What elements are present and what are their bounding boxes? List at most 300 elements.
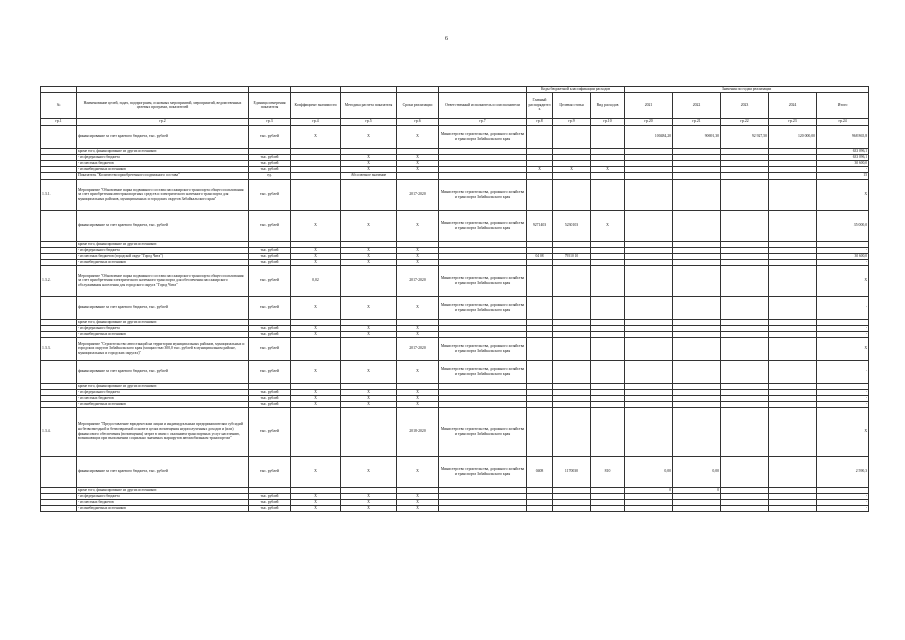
table-cell: -	[817, 493, 869, 499]
table-cell: X	[397, 296, 439, 319]
table-cell: тыс. рублей	[249, 160, 291, 166]
table-cell: 633 096,1	[817, 154, 869, 160]
column-number: гр.9	[553, 118, 591, 125]
table-cell: X	[291, 125, 341, 148]
table-cell: X	[397, 360, 439, 383]
table-cell: 5230103	[553, 210, 591, 241]
table-cell	[553, 265, 591, 296]
table-cell: X	[817, 179, 869, 210]
table-cell: Мероприятие "Обновление парка подвижного состава пассажирского транспорта общего пользования за счет приобретения электрического наземного транспорта для обеспечения пассажирского обслуживания населения для городского округа "Город Чита"	[77, 265, 249, 296]
table-cell: X	[591, 210, 625, 241]
table-cell	[721, 265, 769, 296]
table-cell: -	[817, 166, 869, 172]
table-cell: финансирование за счет краевого бюджета, тыс. рублей	[77, 296, 249, 319]
table-row	[41, 296, 869, 319]
table-cell: X	[341, 259, 397, 265]
table-cell: 0408	[527, 456, 553, 487]
table-cell: 30 600,0	[817, 253, 869, 259]
table-cell: 35 000,0	[817, 210, 869, 241]
table-cell: - из местных бюджетов	[77, 395, 249, 401]
column-number: гр.1	[41, 118, 77, 125]
table-cell: - из внебюджетных источников	[77, 331, 249, 337]
table-cell: X	[397, 253, 439, 259]
table-cell: X	[397, 499, 439, 505]
table-cell: X	[527, 166, 553, 172]
table-cell	[591, 360, 625, 383]
table-cell: X	[291, 395, 341, 401]
table-cell: кроме того, финансирование из других источников:	[77, 148, 249, 154]
table-cell	[553, 172, 591, 179]
table-cell: X	[397, 395, 439, 401]
table-cell	[439, 172, 527, 179]
table-cell: 0,02	[291, 265, 341, 296]
table-cell: тыс. рублей	[249, 505, 291, 511]
column-header: Главный распорядитель	[527, 92, 553, 118]
table-cell	[673, 265, 721, 296]
table-cell: тыс. рублей	[249, 360, 291, 383]
table-cell	[397, 172, 439, 179]
table-row	[41, 265, 869, 296]
table-cell	[673, 296, 721, 319]
column-header: 2023	[721, 92, 769, 118]
table-cell: -	[817, 331, 869, 337]
table-cell	[769, 407, 817, 456]
table-cell: тыс. рублей	[249, 499, 291, 505]
table-cell: 810	[591, 456, 625, 487]
table-cell: X	[397, 166, 439, 172]
header-group-years: Значения по годам реализации	[625, 87, 869, 93]
table-cell: 1.3.4.	[41, 407, 77, 456]
table-cell	[591, 296, 625, 319]
table-cell	[625, 265, 673, 296]
table-cell: Показатель "Количество приобретенного подвижного состава"	[77, 172, 249, 179]
table-cell	[721, 296, 769, 319]
table-cell: 92 927,50	[721, 125, 769, 148]
table-cell	[625, 296, 673, 319]
table-cell: 79510 10	[553, 253, 591, 259]
table-cell: X	[291, 456, 341, 487]
table-row	[41, 172, 869, 179]
table-row	[41, 360, 869, 383]
table-cell: X	[397, 259, 439, 265]
table-cell	[41, 125, 77, 148]
table-cell	[625, 407, 673, 456]
table-cell: X	[291, 296, 341, 319]
table-cell: X	[397, 154, 439, 160]
table-cell	[439, 505, 527, 511]
table-cell: финансирование за счет краевого бюджета, тыс. рублей	[77, 125, 249, 148]
table-cell: 2018-2020	[397, 407, 439, 456]
table-cell: X	[341, 253, 397, 259]
table-cell: - из внебюджетных источников	[77, 166, 249, 172]
table-cell: 90691,30	[673, 125, 721, 148]
table-cell: - из федерального бюджета	[77, 389, 249, 395]
table-cell: X	[397, 210, 439, 241]
column-number: гр.22	[721, 118, 769, 125]
table-cell	[41, 505, 77, 511]
table-cell: X	[341, 401, 397, 407]
table-cell: X	[291, 505, 341, 511]
table-cell: - из внебюджетных источников	[77, 259, 249, 265]
table-cell	[769, 179, 817, 210]
table-cell: - из местных бюджетов (городской округ "Город Чита")	[77, 253, 249, 259]
table-cell	[291, 179, 341, 210]
column-number: гр.4	[291, 118, 341, 125]
table-cell: X	[341, 331, 397, 337]
table-cell: X	[291, 210, 341, 241]
column-number: гр.5	[341, 118, 397, 125]
table-cell: Мероприятие "Строительство автостанций на территории муниципальных районов, муниципальных и городских округов Забайкальского края (мощностью 300,0 тыс. рублей в муниципальном районе, муниципальных и городских округах)"	[77, 337, 249, 360]
table-cell	[527, 265, 553, 296]
table-cell: - из местных бюджетов	[77, 499, 249, 505]
table-cell: 15	[817, 172, 869, 179]
table-cell: 30 600,0	[817, 160, 869, 166]
table-cell: - из федерального бюджета	[77, 247, 249, 253]
table-cell: X	[397, 331, 439, 337]
table-cell: X	[341, 395, 397, 401]
table-cell: тыс. рублей	[249, 166, 291, 172]
table-cell	[41, 210, 77, 241]
table-cell: Министерство строительства, дорожного хозяйства и транспорта Забайкальского края	[439, 179, 527, 210]
table-cell	[591, 337, 625, 360]
column-header: Коэффициент значимости	[291, 92, 341, 118]
table-cell: X	[553, 166, 591, 172]
table-cell: X	[397, 505, 439, 511]
table-cell	[673, 210, 721, 241]
table-cell: -	[817, 360, 869, 383]
table-cell: кроме того, финансирование из других источников:	[77, 319, 249, 325]
table-cell: -	[817, 389, 869, 395]
table-cell: X	[397, 247, 439, 253]
column-number: гр.23	[769, 118, 817, 125]
table-cell: Министерство строительства, дорожного хозяйства и транспорта Забайкальского края	[439, 407, 527, 456]
table-cell	[673, 337, 721, 360]
table-cell	[721, 172, 769, 179]
table-cell: тыс. рублей	[249, 389, 291, 395]
table-cell: 1.3.1.	[41, 179, 77, 210]
table-cell: X	[397, 389, 439, 395]
table-row	[41, 407, 869, 456]
column-header: Целевая статья	[553, 92, 591, 118]
table-cell	[591, 179, 625, 210]
table-row	[41, 210, 869, 241]
table-cell: тыс. рублей	[249, 456, 291, 487]
table-cell: X	[341, 154, 397, 160]
column-header: 2024	[769, 92, 817, 118]
table-cell: 0,00	[673, 456, 721, 487]
table-cell	[769, 210, 817, 241]
table-cell	[291, 407, 341, 456]
table-cell: X	[591, 166, 625, 172]
table-cell: X	[291, 247, 341, 253]
table-cell	[721, 337, 769, 360]
table-cell: X	[291, 499, 341, 505]
table-cell	[553, 407, 591, 456]
table-cell: Министерство строительства, дорожного хозяйства и транспорта Забайкальского края	[439, 210, 527, 241]
column-header: №	[41, 92, 77, 118]
column-header: Ответственный исполнитель и соисполнители	[439, 92, 527, 118]
table-cell	[527, 296, 553, 319]
table-cell: X	[397, 456, 439, 487]
table-cell	[591, 265, 625, 296]
table-cell: X	[341, 360, 397, 383]
program-table	[40, 86, 869, 512]
table-cell: ед.	[249, 172, 291, 179]
table-cell: Министерство строительства, дорожного хозяйства и транспорта Забайкальского края	[439, 296, 527, 319]
table-cell	[625, 179, 673, 210]
table-cell: тыс. рублей	[249, 253, 291, 259]
column-number: гр.2	[77, 118, 249, 125]
column-header: 2021	[625, 92, 673, 118]
table-cell	[527, 407, 553, 456]
table-cell: -	[817, 499, 869, 505]
table-row	[41, 179, 869, 210]
table-cell: X	[817, 407, 869, 456]
page-number: 6	[445, 36, 448, 42]
table-cell	[769, 360, 817, 383]
table-cell: 633 096,1	[817, 148, 869, 154]
table-cell	[721, 407, 769, 456]
table-cell: тыс. рублей	[249, 337, 291, 360]
table-cell	[291, 337, 341, 360]
table-cell: тыс. рублей	[249, 493, 291, 499]
table-cell: X	[291, 253, 341, 259]
table-cell	[41, 172, 77, 179]
table-cell: X	[341, 125, 397, 148]
table-cell: -	[817, 325, 869, 331]
column-header: 2022	[673, 92, 721, 118]
table-cell	[527, 360, 553, 383]
table-cell: X	[341, 325, 397, 331]
table-cell	[769, 172, 817, 179]
table-cell: 0,00	[625, 456, 673, 487]
table-cell: Министерство строительства, дорожного хозяйства и транспорта Забайкальского края	[439, 456, 527, 487]
table-cell: X	[341, 166, 397, 172]
table-cell	[553, 296, 591, 319]
column-header: Методика расчета показателя	[341, 92, 397, 118]
column-number: гр.6	[397, 118, 439, 125]
table-cell	[41, 360, 77, 383]
table-cell: тыс. рублей	[249, 325, 291, 331]
table-cell: 1.3.2.	[41, 265, 77, 296]
table-cell	[553, 360, 591, 383]
table-cell: - из внебюджетных источников	[77, 401, 249, 407]
column-number: гр.7	[439, 118, 527, 125]
table-cell	[591, 505, 625, 511]
table-cell	[527, 125, 553, 148]
table-cell	[721, 179, 769, 210]
table-cell: - из местных бюджетов	[77, 160, 249, 166]
table-cell: 120 000,00	[769, 125, 817, 148]
table-cell: - из федерального бюджета	[77, 154, 249, 160]
table-cell: 100484,20	[625, 125, 673, 148]
table-cell: X	[341, 296, 397, 319]
table-cell: X	[341, 493, 397, 499]
table-cell	[721, 360, 769, 383]
table-cell	[553, 337, 591, 360]
table-cell: тыс. рублей	[249, 407, 291, 456]
table-cell: X	[291, 493, 341, 499]
table-cell	[527, 179, 553, 210]
table-cell	[625, 360, 673, 383]
column-number: гр.20	[625, 118, 673, 125]
table-cell	[625, 172, 673, 179]
table-cell	[625, 210, 673, 241]
table-cell: X	[341, 160, 397, 166]
table-cell	[341, 407, 397, 456]
table-cell	[527, 505, 553, 511]
table-cell: тыс. рублей	[249, 265, 291, 296]
column-number-row	[41, 118, 869, 125]
table-cell: - из внебюджетных источников	[77, 505, 249, 511]
table-cell: X	[291, 401, 341, 407]
table-cell: X	[341, 210, 397, 241]
table-cell: Министерство строительства, дорожного хозяйства и транспорта Забайкальского края	[439, 265, 527, 296]
table-cell: кроме того, финансирование из других источников:	[77, 487, 249, 493]
table-cell	[769, 337, 817, 360]
table-cell	[673, 505, 721, 511]
table-cell: 0	[625, 487, 673, 493]
table-cell: X	[397, 401, 439, 407]
table-cell	[769, 296, 817, 319]
table-cell: тыс. рублей	[249, 125, 291, 148]
table-cell: Мероприятие "Обновление парка подвижного состава пассажирского транспорта общего пользования за счет приобретения автотранспортных средств и электрического наземного транспорта для муниципальных районов, муниципальных и городских округов Забайкальского края"	[77, 179, 249, 210]
table-cell: Министерство строительства, дорожного хозяйства и транспорта Забайкальского края	[439, 360, 527, 383]
table-cell: X	[341, 505, 397, 511]
table-cell: -	[817, 259, 869, 265]
table-cell: тыс. рублей	[249, 296, 291, 319]
table-cell	[769, 456, 817, 487]
table-cell: X	[291, 389, 341, 395]
table-cell: финансирование за счет краевого бюджета, тыс. рублей	[77, 210, 249, 241]
table-cell: Абсолютное значение	[341, 172, 397, 179]
table-cell: -	[817, 401, 869, 407]
table-cell: Министерство строительства, дорожного хозяйства и транспорта Забайкальского края	[439, 125, 527, 148]
table-cell: 0	[673, 487, 721, 493]
header-row	[41, 92, 869, 118]
column-number: гр.10	[591, 118, 625, 125]
table-cell	[553, 505, 591, 511]
table-cell	[591, 125, 625, 148]
table-cell: финансирование за счет краевого бюджета, тыс. рублей	[77, 456, 249, 487]
table-cell	[553, 125, 591, 148]
table-cell: -	[817, 247, 869, 253]
table-cell	[673, 179, 721, 210]
table-cell: тыс. рублей	[249, 259, 291, 265]
table-cell: -	[817, 296, 869, 319]
table-cell	[341, 337, 397, 360]
table-cell: 2017-2020	[397, 179, 439, 210]
column-header: Сроки реализации	[397, 92, 439, 118]
table-cell	[527, 172, 553, 179]
table-cell: X	[341, 247, 397, 253]
table-cell: X	[291, 259, 341, 265]
table-cell: Мероприятие "Предоставление юридическим лицам и индивидуальным предпринимателям субсидий на безвозмездной и безвозвратной основе в целях возмещения недополученных доходов и (или) финансового обеспечения (возмещения) затрат в связи с оказанием транспортных услуг населению, возникающих при выполнении социально значимых маршрутов автомобильным транспортом"	[77, 407, 249, 456]
table-cell: тыс. рублей	[249, 331, 291, 337]
table-cell: X	[291, 331, 341, 337]
table-cell	[673, 407, 721, 456]
table-cell	[625, 337, 673, 360]
table-cell: X	[397, 160, 439, 166]
table-cell	[591, 172, 625, 179]
table-cell	[673, 360, 721, 383]
table-cell: X	[397, 125, 439, 148]
table-cell: X	[397, 493, 439, 499]
table-cell: 1170030	[553, 456, 591, 487]
table-cell: 1.3.3.	[41, 337, 77, 360]
table-cell: - из федерального бюджета	[77, 493, 249, 499]
table-cell	[721, 505, 769, 511]
table-cell: 2 590,3	[817, 456, 869, 487]
table-row	[41, 125, 869, 148]
table-cell: кроме того, финансирование из других источников:	[77, 241, 249, 247]
table-row	[41, 337, 869, 360]
table-cell: X	[397, 325, 439, 331]
table-cell	[673, 172, 721, 179]
table-cell: тыс. рублей	[249, 395, 291, 401]
table-cell	[41, 296, 77, 319]
column-number: гр.3	[249, 118, 291, 125]
table-cell: 2017-2020	[397, 337, 439, 360]
table-cell	[769, 505, 817, 511]
table-cell: X	[817, 337, 869, 360]
table-cell	[291, 172, 341, 179]
table-cell: тыс. рублей	[249, 179, 291, 210]
table-cell: -	[817, 395, 869, 401]
table-cell: X	[817, 265, 869, 296]
table-cell	[527, 337, 553, 360]
table-row	[41, 505, 869, 511]
table-cell: 04 08	[527, 253, 553, 259]
column-header: Вид расходов	[591, 92, 625, 118]
table-cell	[341, 265, 397, 296]
table-cell: финансирование за счет краевого бюджета, тыс. рублей	[77, 360, 249, 383]
table-cell	[625, 505, 673, 511]
table-cell	[41, 456, 77, 487]
table-cell	[591, 407, 625, 456]
table-cell: - из федерального бюджета	[77, 325, 249, 331]
column-number: гр.24	[817, 118, 869, 125]
table-cell: X	[291, 360, 341, 383]
table-cell: -	[817, 505, 869, 511]
table-cell	[553, 179, 591, 210]
table-cell: тыс. рублей	[249, 247, 291, 253]
table-cell: 968 865,8	[817, 125, 869, 148]
table-cell	[341, 179, 397, 210]
table-cell: Министерство строительства, дорожного хозяйства и транспорта Забайкальского края	[439, 337, 527, 360]
table-cell: 9271403	[527, 210, 553, 241]
table-cell: 2017-2020	[397, 265, 439, 296]
table-cell: тыс. рублей	[249, 210, 291, 241]
table-cell: X	[291, 325, 341, 331]
table-cell	[721, 210, 769, 241]
table-cell	[769, 265, 817, 296]
table-row	[41, 456, 869, 487]
table-cell: тыс. рублей	[249, 401, 291, 407]
column-number: гр.21	[673, 118, 721, 125]
column-header: Единица измерения показателя	[249, 92, 291, 118]
column-header: Итого	[817, 92, 869, 118]
table-cell	[721, 456, 769, 487]
header-group-bk: Коды бюджетной классификации расходов	[527, 87, 625, 93]
table-cell: X	[341, 499, 397, 505]
column-header: Наименование целей, задач, подпрограмм, основных мероприятий, мероприятий, ведомственных целевых программ, показателей	[77, 92, 249, 118]
table-cell: X	[341, 456, 397, 487]
column-number: гр.8	[527, 118, 553, 125]
table-cell: X	[341, 389, 397, 395]
table-cell: кроме того, финансирование из других источников:	[77, 383, 249, 389]
table-cell: тыс. рублей	[249, 154, 291, 160]
